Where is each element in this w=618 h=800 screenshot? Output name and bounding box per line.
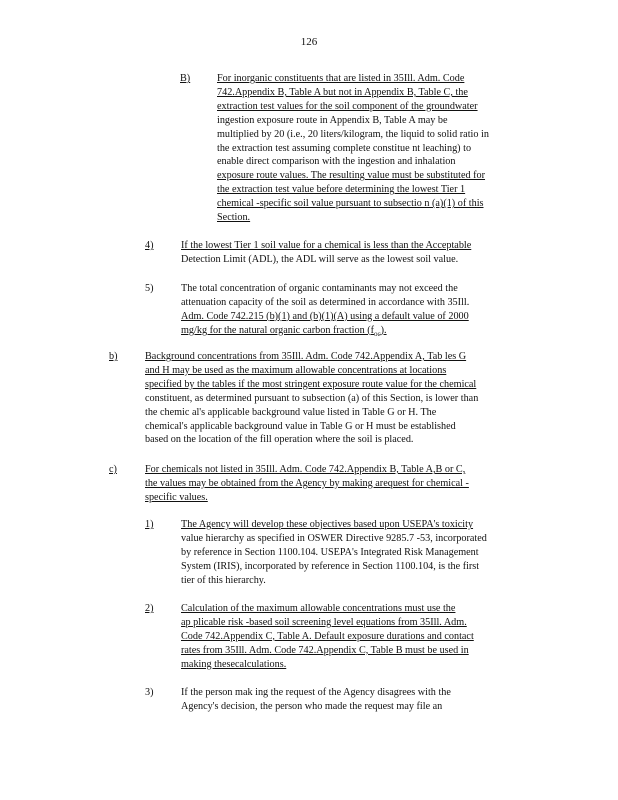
text-line: Code 742.Appendix C, Table A. Default exposure durations and contact <box>181 630 474 642</box>
text-line: the values may be obtained from the Agency by making arequest for chemical - <box>145 477 469 489</box>
text-line: based on the location of the fill operation where the soil is placed. <box>145 434 414 446</box>
paragraph-text <box>181 282 525 342</box>
paragraph-marker: 1) <box>145 519 154 530</box>
paragraph-marker: 2) <box>145 603 154 614</box>
text-line: The total concentration of organic contaminants may not exceed the <box>181 283 458 294</box>
paragraph-text <box>181 239 511 267</box>
paragraph-text <box>181 518 537 588</box>
text-line: extraction test values for the soil component of the groundwater <box>217 100 478 112</box>
text-fragment: ). <box>380 324 387 336</box>
paragraph-text <box>181 602 526 672</box>
text-line: and H may be used as the maximum allowable concentrations at locations <box>145 364 447 376</box>
text-line: System (IRIS), incorporated by reference in Section 1100.104, is the first <box>181 560 480 572</box>
text-line: Background concentrations from 35Ill. Adm. Code 742.Appendix A, Tab les G <box>145 351 467 362</box>
text-line: For chemicals not listed in 35Ill. Adm. Code 742.Appendix B, Table A,B or C, <box>145 464 466 475</box>
subscript-oc: oc <box>374 329 381 338</box>
text-line: enable direct comparison with the ingestion and inhalation <box>217 156 456 168</box>
paragraph-marker: 3) <box>145 687 154 698</box>
paragraph-marker: 4) <box>145 240 154 251</box>
text-line: rates from 35Ill. Adm. Code 742.Appendix C, Table B must be used in <box>181 644 469 656</box>
text-line: tier of this hierarchy. <box>181 574 266 586</box>
text-line: the extraction test value before determining the lowest Tier 1 <box>217 184 466 196</box>
text-line: specific values. <box>145 491 208 503</box>
text-line: For inorganic constituents that are listed in 35Ill. Adm. Code <box>217 73 465 84</box>
text-line: attenuation capacity of the soil as determined in accordance with 35Ill. <box>181 296 470 308</box>
text-line <box>181 324 525 342</box>
paragraph-text <box>145 463 535 505</box>
text-line: chemical's applicable background value in Table G or H must be established <box>145 420 456 432</box>
text-line: Calculation of the maximum allowable concentrations must use the <box>181 603 456 614</box>
text-fragment: mg/kg for the natural organic carbon fraction (f <box>181 324 375 336</box>
paragraph-marker: b) <box>109 351 118 362</box>
text-line: Agency's decision, the person who made the request may file an <box>181 700 443 712</box>
text-line: exposure route values. The resulting value must be substituted for <box>217 170 486 182</box>
paragraph-marker: c) <box>109 464 117 475</box>
text-line: constituent, as determined pursuant to subsection (a) of this Section, is lower than <box>145 392 479 404</box>
paragraph-text <box>145 350 540 447</box>
paragraph-marker: 5) <box>145 283 154 294</box>
text-line: If the person mak ing the request of the Agency disagrees with the <box>181 687 451 698</box>
text-line: by reference in Section 1100.104. USEPA's Integrated Risk Management <box>181 546 479 558</box>
text-line: The Agency will develop these objectives based upon USEPA's toxicity <box>181 519 474 530</box>
text-line: ap plicable risk -based soil screening level equations from 35Ill. Adm. <box>181 616 467 628</box>
text-line: Detection Limit (ADL), the ADL will serve as the lowest soil value. <box>181 253 459 265</box>
paragraph-text <box>181 686 511 714</box>
paragraph-text <box>217 72 540 225</box>
text-line: specified by the tables if the most stringent exposure route value for the chemical <box>145 378 477 390</box>
page-number: 126 <box>300 36 318 48</box>
paragraph-marker: B) <box>180 73 191 84</box>
text-line: multiplied by 20 (i.e., 20 liters/kilogram, the liquid to solid ratio in <box>217 128 489 140</box>
text-line: chemical -specific soil value pursuant to subsectio n (a)(1) of this <box>217 198 484 210</box>
text-line: If the lowest Tier 1 soil value for a chemical is less than the Acceptable <box>181 240 472 251</box>
text-line: making thesecalculations. <box>181 658 287 670</box>
text-line: the extraction test assuming complete constitue nt leaching) to <box>217 142 472 154</box>
text-line: Adm. Code 742.215 (b)(1) and (b)(1)(A) using a default value of 2000 <box>181 310 469 322</box>
text-line: value hierarchy as specified in OSWER Directive 9285.7 -53, incorporated <box>181 532 487 544</box>
text-line: 742.Appendix B, Table A but not in Appendix B, Table C, the <box>217 86 468 98</box>
text-line: the chemic al's applicable background value listed in Table G or H. The <box>145 406 437 418</box>
text-line: Section. <box>217 212 251 224</box>
text-line: ingestion exposure route in Appendix B, Table A may be <box>217 114 448 126</box>
